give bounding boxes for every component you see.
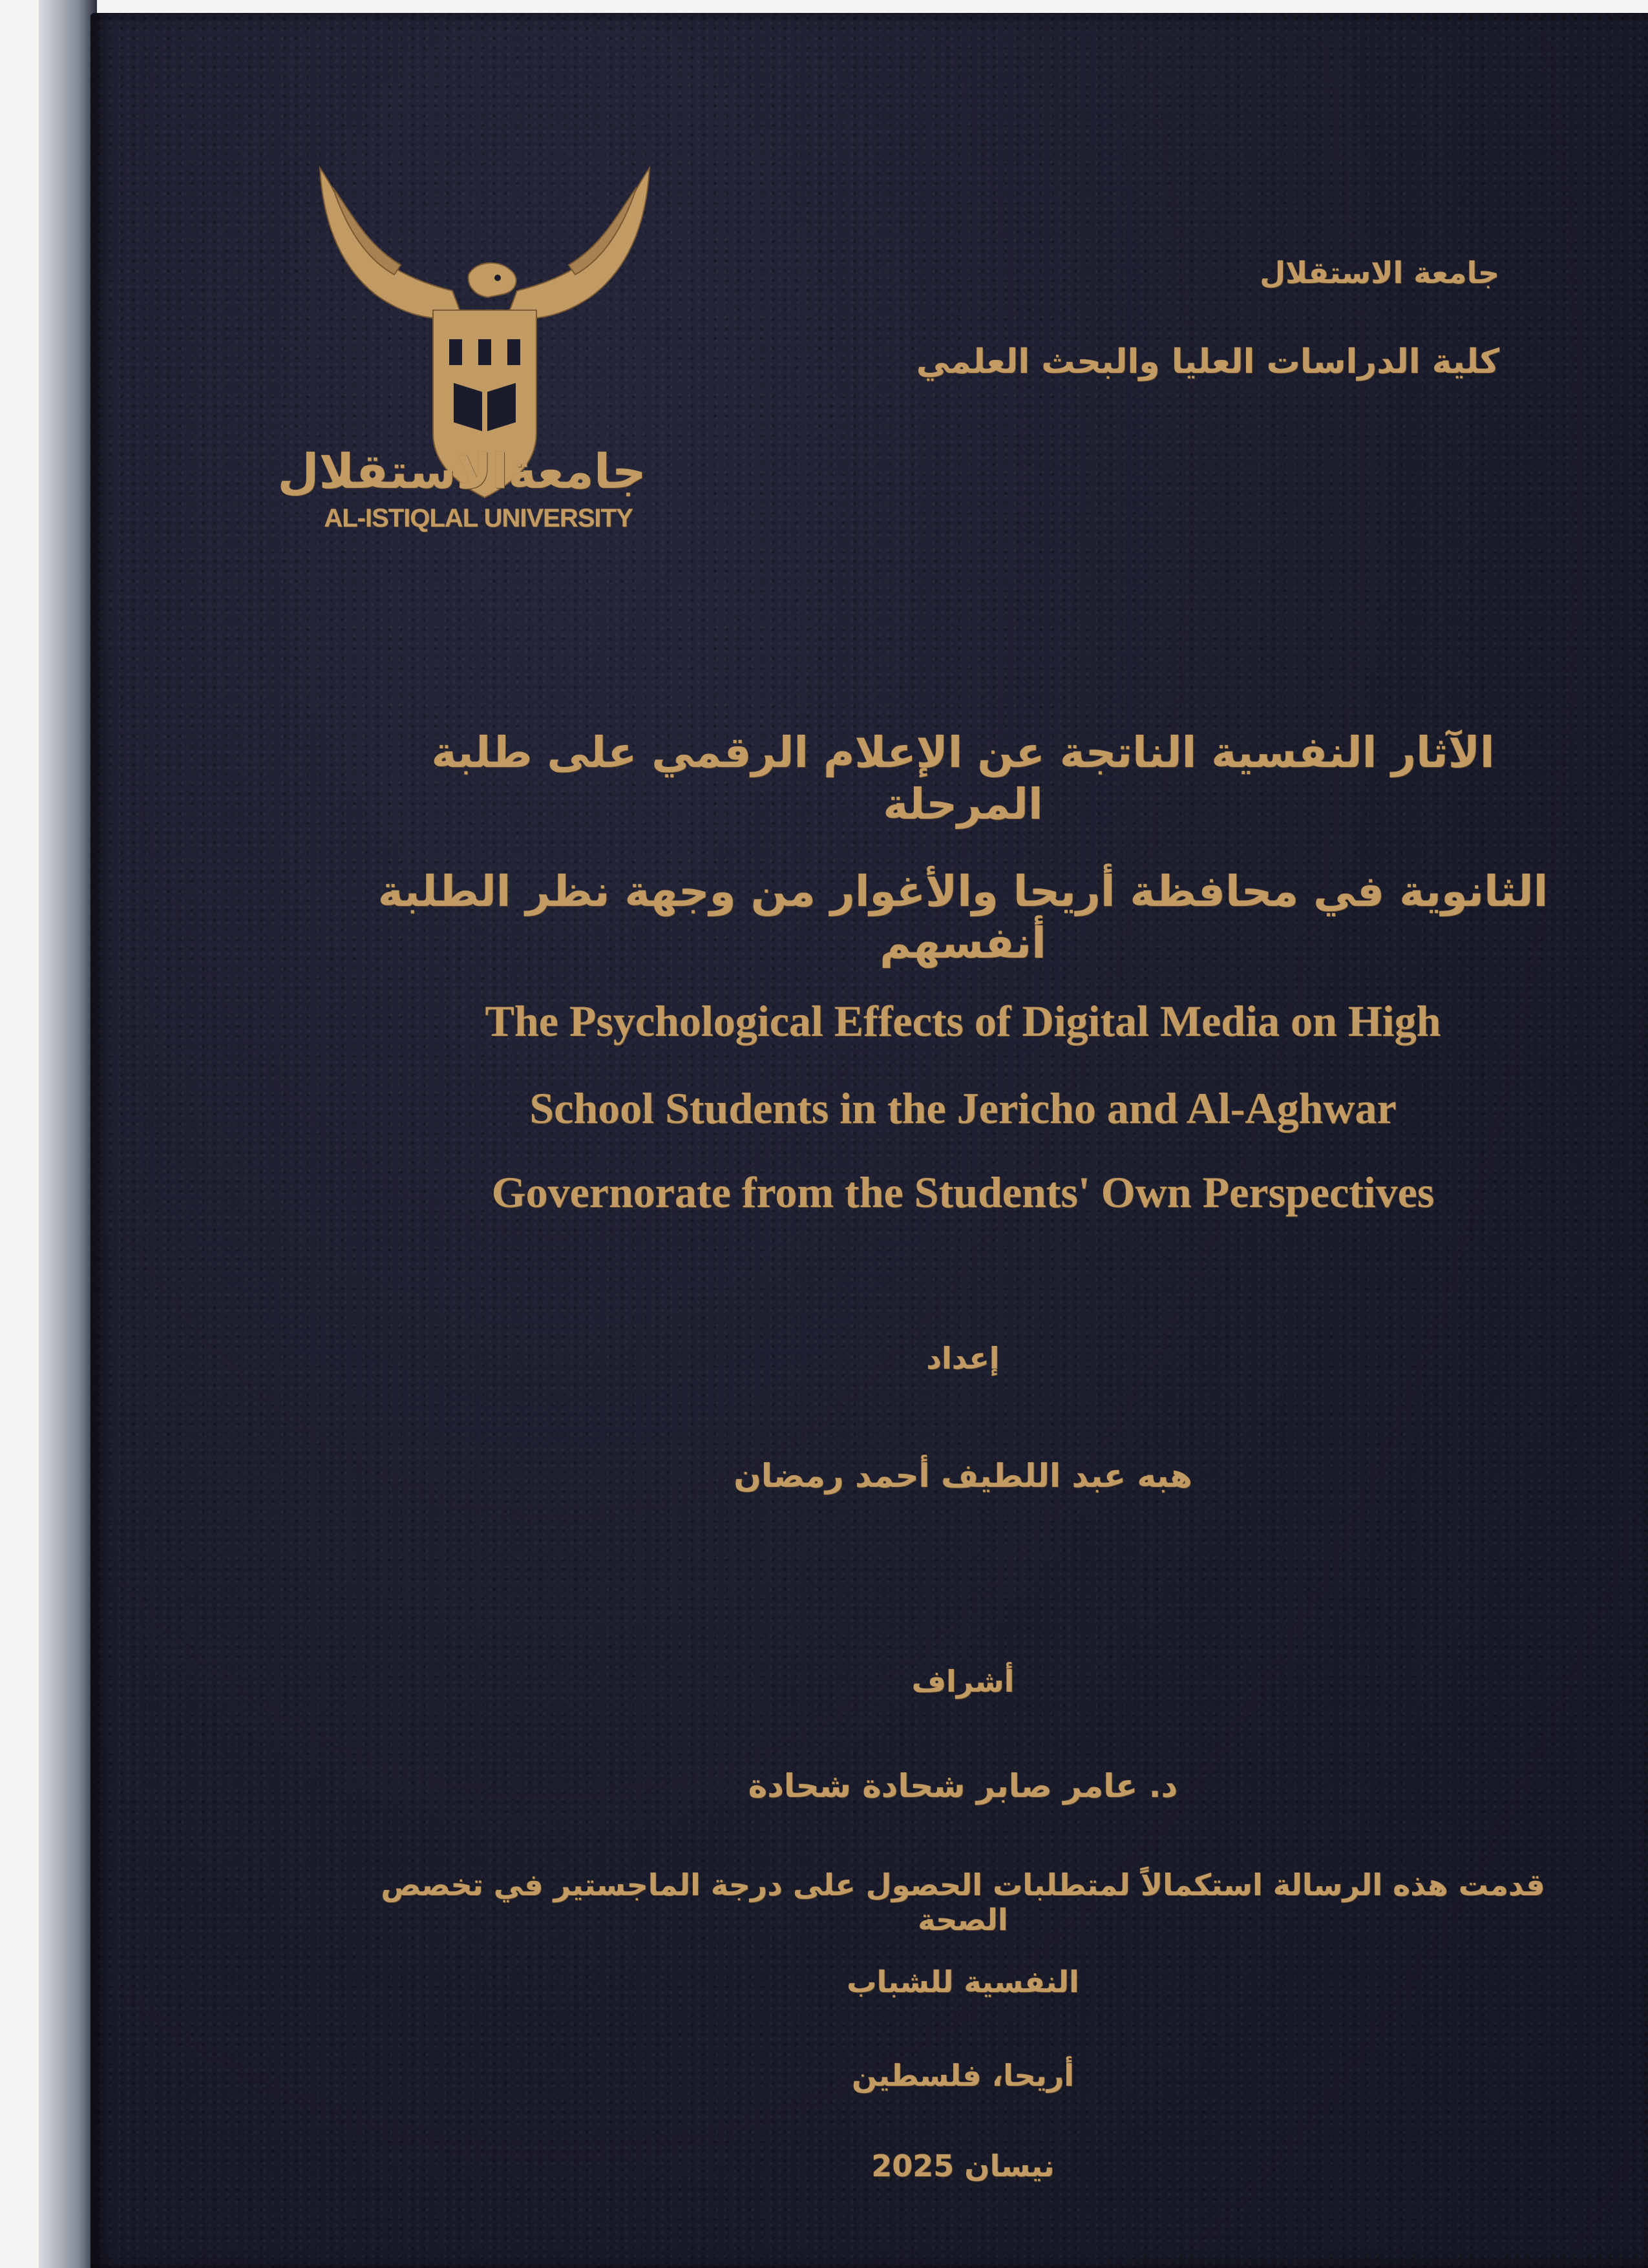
author-name: هبه عبد اللطيف أحمد رمضان <box>734 1457 1192 1495</box>
university-name: جامعة الاستقلال <box>1260 255 1499 290</box>
arabic-title-line-2: الثانوية في محافظة أريحا والأغوار من وجهة نظر الطلبة أنفسهم <box>377 866 1548 968</box>
book-spine-edge <box>39 0 97 2268</box>
date: نيسان 2025 <box>871 2148 1055 2183</box>
english-title-line-1: The Psychological Effects of Digital Media on High <box>485 996 1441 1045</box>
english-title-line-2: School Students in the Jericho and Al-Aghwar <box>529 1084 1397 1133</box>
place: أريحا، فلسطين <box>851 2058 1075 2093</box>
english-title-line-3: Governorate from the Students' Own Perspectives <box>491 1168 1435 1217</box>
prepared-by-label: إعداد <box>926 1341 1000 1376</box>
submission-statement-line-1: قدمت هذه الرسالة استكمالاً لمتطلبات الحصول على درجة الماجستير في تخصص الصحة <box>381 1867 1545 1937</box>
faculty-name: كلية الدراسات العليا والبحث العلمي <box>916 342 1499 381</box>
logo-arabic-wordmark: جامعةالاستقلال <box>277 444 646 499</box>
submission-statement-line-2: النفسية للشباب <box>847 1964 1079 1999</box>
logo-english-wordmark: AL-ISTIQLAL UNIVERSITY <box>324 504 633 532</box>
supervisor-name: د. عامر صابر شحادة شحادة <box>748 1767 1178 1805</box>
arabic-title-line-1: الآثار النفسية الناتجة عن الإعلام الرقمي على طلبة المرحلة <box>431 728 1495 829</box>
supervision-label: أشراف <box>911 1664 1015 1699</box>
